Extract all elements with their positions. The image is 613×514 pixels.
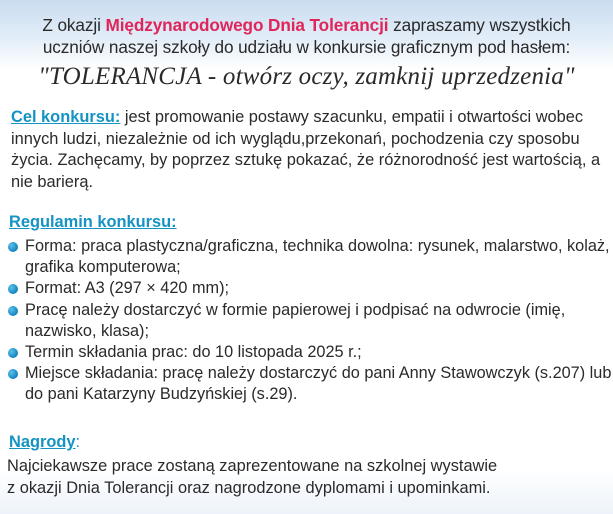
rule-item xyxy=(6,342,612,363)
intro-text xyxy=(0,14,613,58)
bullet-icon xyxy=(8,242,18,252)
rule-item xyxy=(6,236,612,278)
rule-item xyxy=(6,278,612,299)
rule-item xyxy=(6,363,612,405)
prizes-text xyxy=(7,456,611,499)
rule-text: Miejsce składania: pracę należy dostarczyć do pani Anny Stawowczyk (s.207) lub do pani Katarzyny Budzyńskiej (s.29). xyxy=(25,364,612,404)
bullet-icon xyxy=(8,284,18,294)
bullet-icon xyxy=(8,348,18,358)
rule-text: Pracę należy dostarczyć w formie papierowej i podpisać na odwrocie (imię, nazwisko, klasa); xyxy=(25,300,566,340)
bullet-icon xyxy=(8,369,18,379)
goal-text: jest promowanie postawy szacunku, empatii i otwartości wobec innych ludzi, niezależnie od ich wyglądu,przekonań, pochodzenia czy sposobu życia. Zachęcamy, by poprzez sztukę pokazać, że różnorodność jest wartością, a nie barierą. xyxy=(11,108,601,191)
prizes-colon: : xyxy=(75,433,81,451)
rule-text: Termin składania prac: do 10 listopada 2025 r.; xyxy=(25,343,362,362)
rule-text: Format: A3 (297 × 420 mm); xyxy=(25,279,230,298)
goal-paragraph xyxy=(11,107,611,193)
contest-motto: "TOLERANCJA - otwórz oczy, zamknij uprzedzenia" xyxy=(38,63,575,90)
intro-after: zapraszamy wszystkich xyxy=(388,15,571,35)
prizes-heading: Nagrody xyxy=(9,433,76,451)
rules-heading: Regulamin konkursu: xyxy=(9,213,177,231)
goal-heading: Cel konkursu: xyxy=(11,108,121,126)
rules-list xyxy=(6,236,612,406)
prizes-line2: z okazji Dnia Tolerancji oraz nagrodzone dyplomami i upominkami. xyxy=(7,478,491,497)
prizes-heading-wrap xyxy=(9,432,80,452)
rule-item xyxy=(6,300,612,342)
bullet-icon xyxy=(8,306,18,316)
rule-text: Forma: praca plastyczna/graficzna, technika dowolna: rysunek, malarstwo, kolaż, grafika komputerowa; xyxy=(25,237,610,277)
prizes-line1: Najciekawsze prace zostaną zaprezentowane na szkolnej wystawie xyxy=(7,457,498,475)
intro-highlight: Międzynarodowego Dnia Tolerancji xyxy=(105,15,389,35)
intro-line2: uczniów naszej szkoły do udziału w konkursie graficznym pod hasłem: xyxy=(42,37,571,57)
intro-before: Z okazji xyxy=(42,15,106,35)
rules-heading-wrap xyxy=(9,212,177,232)
